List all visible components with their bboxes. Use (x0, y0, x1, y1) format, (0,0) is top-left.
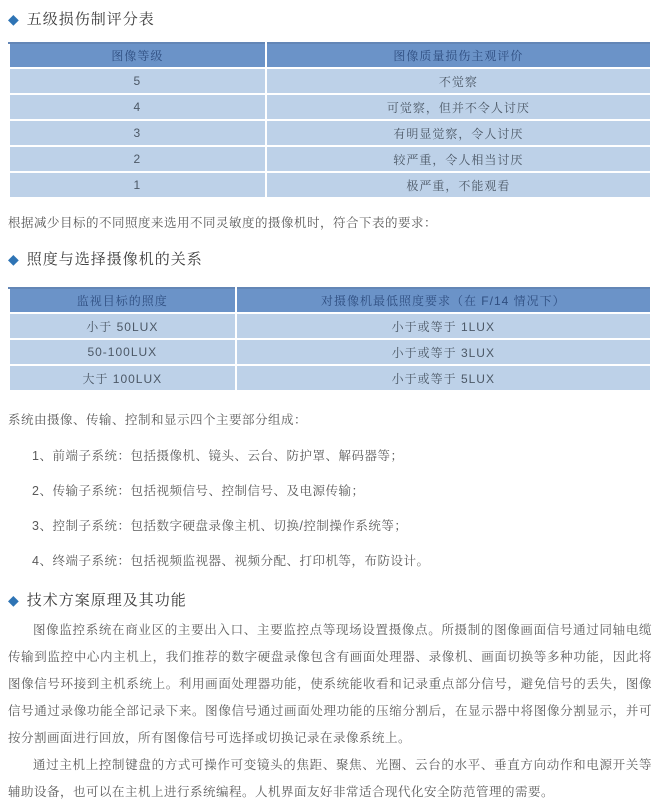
section-heading-lux-relation (8, 248, 652, 269)
section-heading-tech-principle (8, 589, 652, 610)
table-row (9, 146, 651, 172)
column-header-camera-min-lux: 对摄像机最低照度要求（在 F/14 情况下） (236, 288, 651, 313)
cell-grade: 4 (9, 94, 266, 120)
table-row (9, 339, 651, 365)
table-row (9, 365, 651, 391)
diamond-bullet-icon: ◆ (8, 591, 20, 608)
subsystem-list-item-control: 3、控制子系统：包括数字硬盘录像主机、切换/控制操作系统等； (32, 519, 408, 533)
diamond-bullet-icon: ◆ (8, 10, 20, 27)
cell-target-lux: 小于 50LUX (9, 313, 236, 339)
system-composition-intro: 系统由摄像、传输、控制和显示四个主要部分组成： (8, 413, 308, 427)
cell-eval: 不觉察 (266, 68, 651, 94)
cell-eval: 可觉察，但并不令人讨厌 (266, 94, 651, 120)
cell-grade: 1 (9, 172, 266, 198)
table-row (9, 172, 651, 198)
damage-rating-table (8, 42, 652, 199)
cell-eval: 较严重，令人相当讨厌 (266, 146, 651, 172)
subsystem-list-item-transmission: 2、传输子系统：包括视频信号、控制信号、及电源传输； (32, 484, 365, 498)
table-row (9, 120, 651, 146)
section-title: 五级损伤制评分表 (26, 11, 155, 28)
table-row (9, 68, 651, 94)
cell-grade: 3 (9, 120, 266, 146)
column-header-image-grade: 图像等级 (9, 43, 266, 68)
table-row (9, 94, 651, 120)
cell-target-lux: 大于 100LUX (9, 365, 236, 391)
table-header-row (9, 43, 651, 68)
tech-principle-paragraph-1: 图像监控系统在商业区的主要出入口、主要监控点等现场设置摄像点。所摄制的图像画面信号通过同轴电缆传输到监控中心内主机上，我们推荐的数字硬盘录像包含有画面处理器、录像机、画面切换等多种功能，因此将图像信号环接到主机系统上。利用画面处理器功能，使系统能收看和记录重点部分信号，避免信号的丢失，图像信号通过录像功能全部记录下来。图像信号通过画面处理功能的压缩分割后，在显示器中将图像分割显示，并可按分割画面进行回放，所有图像信号可选择或切换记录在录像系统上。 (8, 623, 652, 745)
tech-principle-paragraph-2: 通过主机上控制键盘的方式可操作可变镜头的焦距、聚焦、光圈、云台的水平、垂直方向动作和电源开关等辅助设备，也可以在主机上进行系统编程。人机界面友好非常适合现代化安全防范管理的需要。 (8, 758, 652, 799)
cell-camera-lux: 小于或等于 1LUX (236, 313, 651, 339)
illuminance-table (8, 287, 652, 392)
section-title: 照度与选择摄像机的关系 (26, 251, 203, 268)
cell-grade: 5 (9, 68, 266, 94)
column-header-subjective-eval: 图像质量损伤主观评价 (266, 43, 651, 68)
table-row (9, 313, 651, 339)
subsystem-list-item-terminal: 4、终端子系统：包括视频监视器、视频分配、打印机等，布防设计。 (32, 554, 430, 568)
camera-selection-note: 根据减少目标的不同照度来选用不同灵敏度的摄像机时，符合下表的要求： (8, 216, 438, 230)
cell-camera-lux: 小于或等于 5LUX (236, 365, 651, 391)
section-title: 技术方案原理及其功能 (26, 592, 187, 609)
column-header-target-lux: 监视目标的照度 (9, 288, 236, 313)
subsystem-list-item-front-end: 1、前端子系统：包括摄像机、镜头、云台、防护罩、解码器等； (32, 449, 404, 463)
diamond-bullet-icon: ◆ (8, 250, 20, 267)
cell-grade: 2 (9, 146, 266, 172)
table-header-row (9, 288, 651, 313)
cell-camera-lux: 小于或等于 3LUX (236, 339, 651, 365)
cell-target-lux: 50-100LUX (9, 339, 236, 365)
section-heading-damage-rating (8, 8, 652, 29)
cell-eval: 有明显觉察，令人讨厌 (266, 120, 651, 146)
cell-eval: 极严重，不能观看 (266, 172, 651, 198)
